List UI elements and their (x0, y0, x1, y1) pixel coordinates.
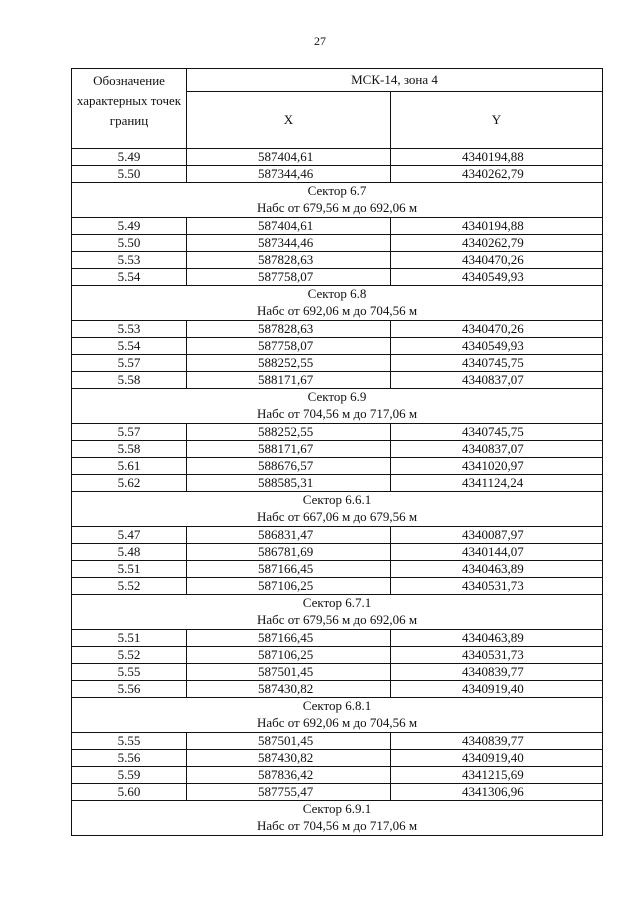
x-coordinate-cell: 588252,55 (187, 424, 391, 441)
y-coordinate-cell: 4340463,89 (391, 630, 603, 647)
sector-cell (72, 286, 603, 321)
x-coordinate-cell: 587501,45 (187, 733, 391, 750)
y-coordinate-cell: 4340262,79 (391, 235, 603, 252)
sector-row (72, 492, 603, 527)
y-coordinate-cell: 4340463,89 (391, 561, 603, 578)
sector-elevation-range: Набс от 692,06 м до 704,56 м (256, 303, 418, 318)
sector-name: Сектор 6.9 (307, 389, 367, 404)
x-coordinate-cell: 587106,25 (187, 578, 391, 595)
sector-elevation-range: Набс от 679,56 м до 692,06 м (256, 612, 418, 627)
x-coordinate-cell: 587344,46 (187, 166, 391, 183)
sector-elevation-range: Набс от 704,56 м до 717,06 м (256, 406, 418, 421)
point-id-cell: 5.57 (72, 424, 187, 441)
point-id-cell: 5.55 (72, 733, 187, 750)
point-id-cell: 5.53 (72, 321, 187, 338)
x-coordinate-cell: 587404,61 (187, 218, 391, 235)
table-row (72, 750, 603, 767)
y-coordinate-cell: 4341306,96 (391, 784, 603, 801)
x-coordinate-cell: 588171,67 (187, 372, 391, 389)
y-coordinate-cell: 4340839,77 (391, 733, 603, 750)
table-row (72, 149, 603, 166)
sector-cell (72, 595, 603, 630)
x-coordinate-cell: 586781,69 (187, 544, 391, 561)
point-label-header: Обозначение характерных точек границ (72, 69, 187, 149)
x-coordinate-cell: 586831,47 (187, 527, 391, 544)
point-id-cell: 5.49 (72, 218, 187, 235)
table-row (72, 372, 603, 389)
y-column-header: Y (391, 92, 603, 149)
point-id-cell: 5.50 (72, 235, 187, 252)
point-id-cell: 5.58 (72, 441, 187, 458)
sector-cell (72, 698, 603, 733)
sector-name: Сектор 6.8.1 (302, 698, 372, 713)
sector-name: Сектор 6.8 (307, 286, 367, 301)
point-id-cell: 5.48 (72, 544, 187, 561)
point-id-cell: 5.56 (72, 681, 187, 698)
x-coordinate-cell: 587404,61 (187, 149, 391, 166)
page-number: 27 (314, 34, 326, 48)
x-coordinate-cell: 588171,67 (187, 441, 391, 458)
y-coordinate-cell: 4340087,97 (391, 527, 603, 544)
table-row (72, 218, 603, 235)
table-row (72, 544, 603, 561)
x-coordinate-cell: 587758,07 (187, 338, 391, 355)
sector-cell (72, 492, 603, 527)
table-row (72, 647, 603, 664)
sector-name: Сектор 6.6.1 (302, 492, 372, 507)
x-coordinate-cell: 587430,82 (187, 681, 391, 698)
point-id-cell: 5.61 (72, 458, 187, 475)
table-row (72, 733, 603, 750)
point-id-cell: 5.52 (72, 578, 187, 595)
table-row (72, 527, 603, 544)
sector-cell (72, 801, 603, 836)
x-coordinate-cell: 587344,46 (187, 235, 391, 252)
y-coordinate-cell: 4340839,77 (391, 664, 603, 681)
point-id-cell: 5.55 (72, 664, 187, 681)
point-id-cell: 5.57 (72, 355, 187, 372)
table-row (72, 441, 603, 458)
point-id-cell: 5.54 (72, 338, 187, 355)
y-coordinate-cell: 4340549,93 (391, 269, 603, 286)
table-body (72, 149, 603, 836)
point-id-cell: 5.54 (72, 269, 187, 286)
x-column-header: X (187, 92, 391, 149)
sector-row (72, 286, 603, 321)
table-row (72, 681, 603, 698)
point-id-cell: 5.49 (72, 149, 187, 166)
x-coordinate-cell: 587501,45 (187, 664, 391, 681)
y-coordinate-cell: 4340745,75 (391, 355, 603, 372)
table-row (72, 424, 603, 441)
table-row (72, 269, 603, 286)
point-id-cell: 5.50 (72, 166, 187, 183)
sector-row (72, 595, 603, 630)
y-coordinate-cell: 4340470,26 (391, 252, 603, 269)
point-id-cell: 5.52 (72, 647, 187, 664)
x-coordinate-cell: 587828,63 (187, 321, 391, 338)
sector-elevation-range: Набс от 667,06 м до 679,56 м (256, 509, 418, 524)
table-row (72, 338, 603, 355)
y-coordinate-cell: 4340144,07 (391, 544, 603, 561)
point-id-cell: 5.51 (72, 630, 187, 647)
x-coordinate-cell: 588585,31 (187, 475, 391, 492)
table-row (72, 166, 603, 183)
x-coordinate-cell: 587106,25 (187, 647, 391, 664)
point-id-cell: 5.47 (72, 527, 187, 544)
point-id-cell: 5.59 (72, 767, 187, 784)
y-coordinate-cell: 4340531,73 (391, 578, 603, 595)
sector-elevation-range: Набс от 679,56 м до 692,06 м (256, 200, 418, 215)
table-row (72, 578, 603, 595)
x-coordinate-cell: 587430,82 (187, 750, 391, 767)
y-coordinate-cell: 4340919,40 (391, 750, 603, 767)
x-coordinate-cell: 587828,63 (187, 252, 391, 269)
x-coordinate-cell: 588676,57 (187, 458, 391, 475)
table-row (72, 235, 603, 252)
x-coordinate-cell: 587758,07 (187, 269, 391, 286)
sector-row (72, 183, 603, 218)
point-id-cell: 5.60 (72, 784, 187, 801)
crs-header: МСК-14, зона 4 (187, 69, 603, 92)
table-row (72, 664, 603, 681)
sector-cell (72, 389, 603, 424)
table-row (72, 475, 603, 492)
table-row (72, 561, 603, 578)
x-coordinate-cell: 588252,55 (187, 355, 391, 372)
y-coordinate-cell: 4340194,88 (391, 149, 603, 166)
y-coordinate-cell: 4340745,75 (391, 424, 603, 441)
sector-name: Сектор 6.7 (307, 183, 367, 198)
point-id-cell: 5.53 (72, 252, 187, 269)
sector-cell (72, 183, 603, 218)
x-coordinate-cell: 587166,45 (187, 561, 391, 578)
sector-row (72, 389, 603, 424)
y-coordinate-cell: 4340837,07 (391, 441, 603, 458)
sector-elevation-range: Набс от 704,56 м до 717,06 м (256, 818, 418, 833)
point-id-cell: 5.56 (72, 750, 187, 767)
y-coordinate-cell: 4341124,24 (391, 475, 603, 492)
y-coordinate-cell: 4340919,40 (391, 681, 603, 698)
point-id-cell: 5.58 (72, 372, 187, 389)
y-coordinate-cell: 4340262,79 (391, 166, 603, 183)
y-coordinate-cell: 4340837,07 (391, 372, 603, 389)
x-coordinate-cell: 587755,47 (187, 784, 391, 801)
table-row (72, 784, 603, 801)
sector-row (72, 698, 603, 733)
table-row (72, 321, 603, 338)
x-coordinate-cell: 587166,45 (187, 630, 391, 647)
sector-name: Сектор 6.9.1 (302, 801, 372, 816)
sector-name: Сектор 6.7.1 (302, 595, 372, 610)
table-header (72, 69, 603, 149)
y-coordinate-cell: 4341215,69 (391, 767, 603, 784)
table-row (72, 767, 603, 784)
sector-row (72, 801, 603, 836)
coordinates-table (71, 68, 603, 836)
table-row (72, 252, 603, 269)
point-id-cell: 5.62 (72, 475, 187, 492)
y-coordinate-cell: 4340549,93 (391, 338, 603, 355)
y-coordinate-cell: 4340470,26 (391, 321, 603, 338)
y-coordinate-cell: 4340194,88 (391, 218, 603, 235)
point-id-cell: 5.51 (72, 561, 187, 578)
x-coordinate-cell: 587836,42 (187, 767, 391, 784)
y-coordinate-cell: 4340531,73 (391, 647, 603, 664)
table-row (72, 630, 603, 647)
y-coordinate-cell: 4341020,97 (391, 458, 603, 475)
table-row (72, 355, 603, 372)
sector-elevation-range: Набс от 692,06 м до 704,56 м (256, 715, 418, 730)
table-row (72, 458, 603, 475)
